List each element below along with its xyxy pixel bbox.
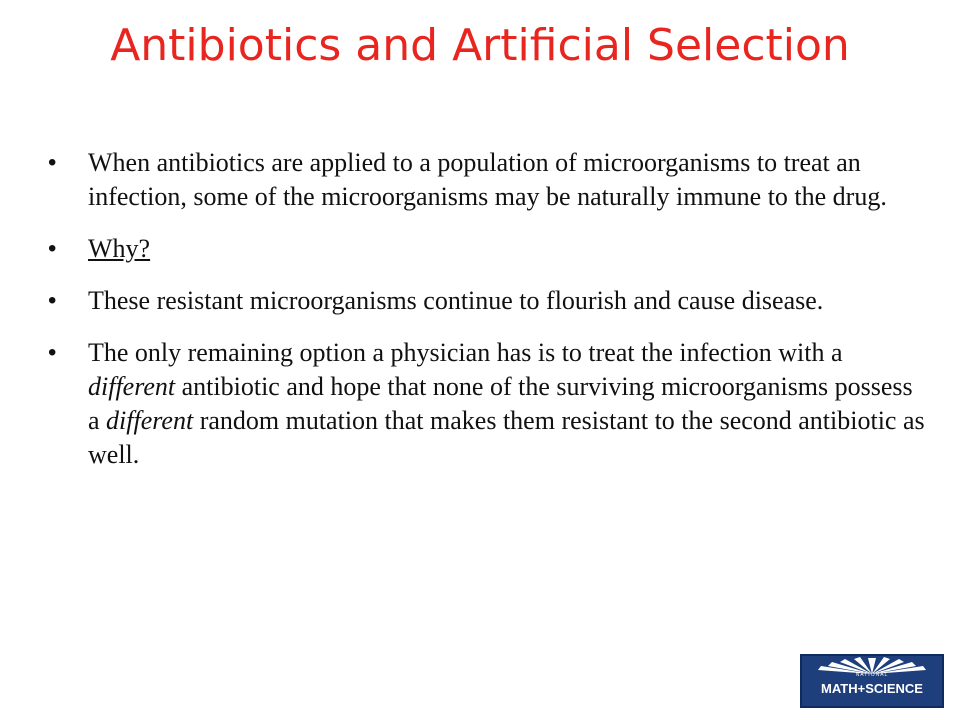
national-math-science-logo [800,654,944,708]
bullet-text: These resistant microorganisms continue to flourish and cause disease. [88,286,824,315]
bullet-text: random mutation that makes them resistant to the second antibiotic as well. [88,406,925,469]
bullet-list [48,146,928,490]
logo-line2: MATH+SCIENCE [821,681,923,696]
bullet-text: When antibiotics are applied to a population of microorganisms to treat an infection, some of the microorganisms may be naturally immune to the drug. [88,148,887,211]
emphasis-text: different [106,406,194,435]
bullet-text: antibiotic and hope that none of the surviving microorganisms possess a [88,372,913,435]
bullet-dot: • [48,149,57,176]
logo-line1: NATIONAL [855,672,889,678]
bullet-dot: • [48,339,57,366]
emphasis-text: different [88,372,176,401]
bullet-text: The only remaining option a physician has is to treat the infection with a [88,338,843,367]
bullet-item [48,232,928,266]
bullet-item [48,336,928,472]
slide-title: Antibiotics and Artificial Selection [110,20,850,71]
bullet-item [48,284,928,318]
bullet-item [48,146,928,214]
bullet-dot: • [48,235,57,262]
bullet-text-why: Why? [88,234,151,263]
bullet-dot: • [48,287,57,314]
